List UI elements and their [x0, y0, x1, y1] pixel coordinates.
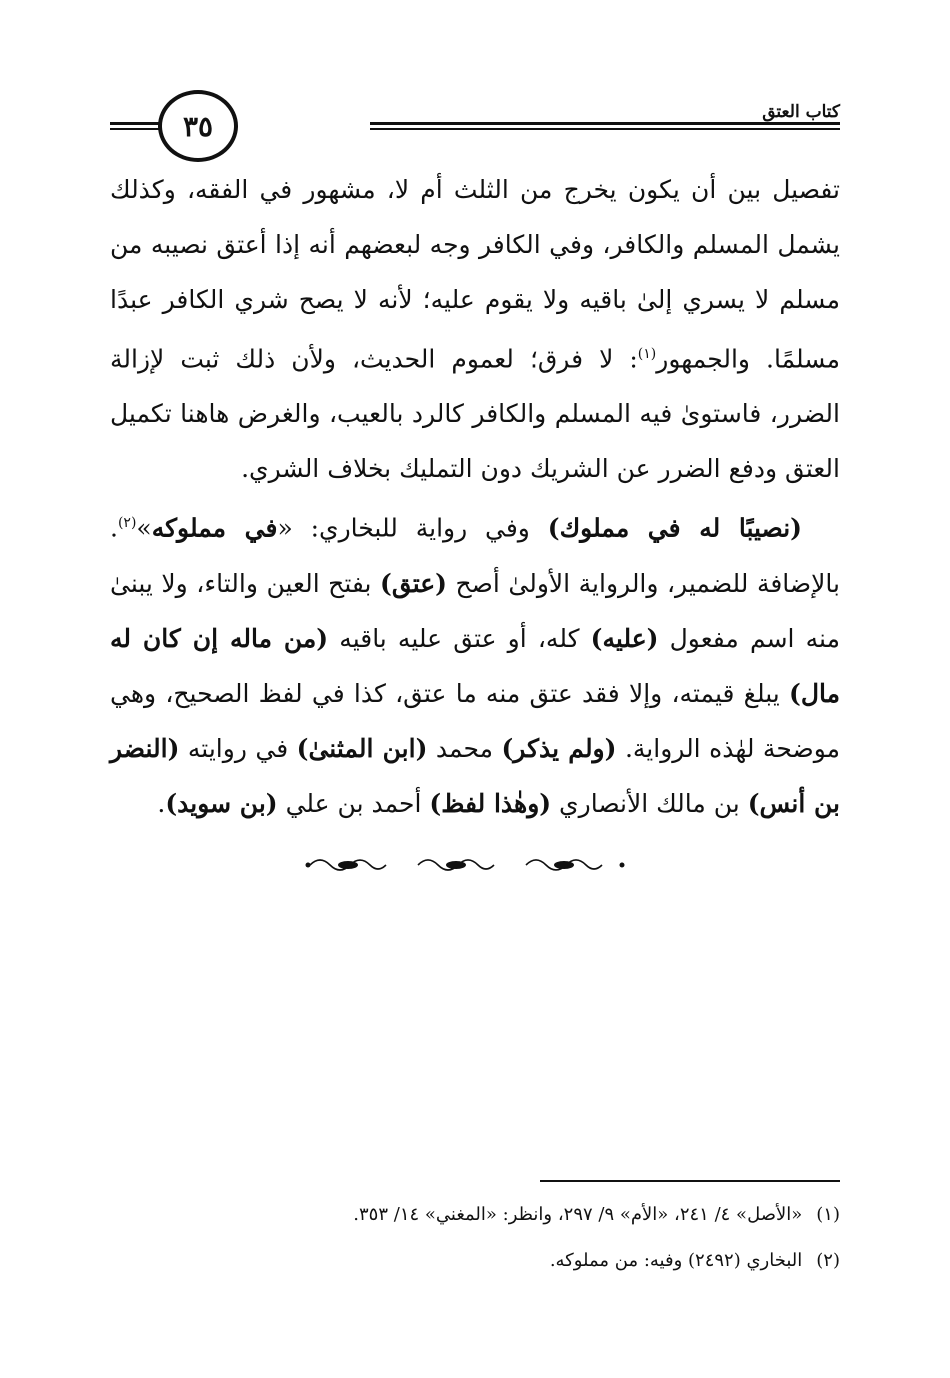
footnote-2: [110, 1238, 840, 1284]
bold-phrase: في مملوكه: [151, 513, 278, 543]
text-run: في روايته: [179, 733, 297, 763]
text-run: وفي رواية للبخاري: «: [277, 513, 548, 543]
bold-phrase: (نصيبًا له في مملوك): [547, 513, 803, 543]
footnote-separator: [540, 1180, 840, 1182]
bold-phrase: (النضر بن أنس): [110, 733, 840, 818]
paragraph-1-text-b: : لا فرق؛ لعموم الحديث، ولأن ذلك ثبت لإزالة الضرر، فاستوىٰ فيه المسلم والكافر كالرد بالعيب، والغرض هاهنا تكميل العتق ودفع الضرر عن الشريك دون التمليك بخلاف الشري.: [110, 344, 840, 484]
text-run: كله، أو عتق عليه باقيه: [328, 623, 591, 653]
text-run: بن مالك الأنصاري: [551, 788, 748, 818]
footnote-2-text: البخاري (٢٤٩٢) وفيه: من مملوكه.: [549, 1250, 803, 1271]
text-run: محمد: [427, 733, 502, 763]
footnote-1-number: (١): [816, 1204, 840, 1225]
footnotes: [110, 1192, 840, 1284]
page-header: [110, 88, 840, 168]
text-run: »: [136, 513, 152, 543]
running-title: كتاب العتق: [752, 102, 840, 122]
bold-phrase: (وهٰذا لفظ): [429, 788, 552, 818]
bold-phrase: (بن سويد): [165, 788, 278, 818]
paragraph-1: [110, 162, 840, 496]
footnote-1: [110, 1192, 840, 1238]
text-run: . بالإضافة للضمير، والرواية الأولىٰ أصح: [110, 513, 840, 598]
footnote-2-number: (٢): [816, 1250, 840, 1271]
footnote-ref-2: (٢): [117, 515, 137, 532]
bold-phrase: (عليه): [590, 623, 659, 653]
header-rule-right: [370, 122, 840, 130]
text-run: يبلغ قيمته، وإلا فقد عتق منه ما عتق، كذا في لفظ الصحيح، وهي موضحة لهٰذه الرواية.: [110, 678, 841, 763]
footnote-ref-1: (١): [637, 346, 657, 362]
text-run: بفتح العين والتاء، ولا يبنىٰ منه اسم مفعول: [110, 568, 840, 653]
section-ornament: [300, 850, 630, 880]
bold-phrase: (من ماله إن كان له مال): [110, 623, 840, 708]
bold-phrase: (ولم يذكر): [501, 733, 617, 763]
bold-phrase: (عتق): [380, 568, 447, 598]
footnote-1-text: «الأصل» ٤/ ٢٤١، «الأم» ٩/ ٢٩٧، وانظر: «المغني» ١٤/ ٣٥٣.: [353, 1204, 803, 1225]
paragraph-2: [110, 496, 840, 830]
main-text: [110, 162, 840, 831]
paragraph-1-text-a: تفصيل بين أن يكون يخرج من الثلث أم لا، مشهور في الفقه، وكذلك يشمل المسلم والكافر، وفي الكافر وجه لبعضهم أنه إذا أعتق نصيبه من مسلم لا يسري إلىٰ باقيه ولا يقوم عليه؛ لأنه لا يصح شري الكافر عبدًا مسلمًا. والجمهور: [110, 175, 841, 374]
text-run: أحمد بن علي: [277, 788, 430, 818]
bold-phrase: (ابن المثنىٰ): [296, 733, 428, 763]
text-run: .: [157, 788, 166, 818]
page-number: ٣٥: [158, 90, 238, 162]
